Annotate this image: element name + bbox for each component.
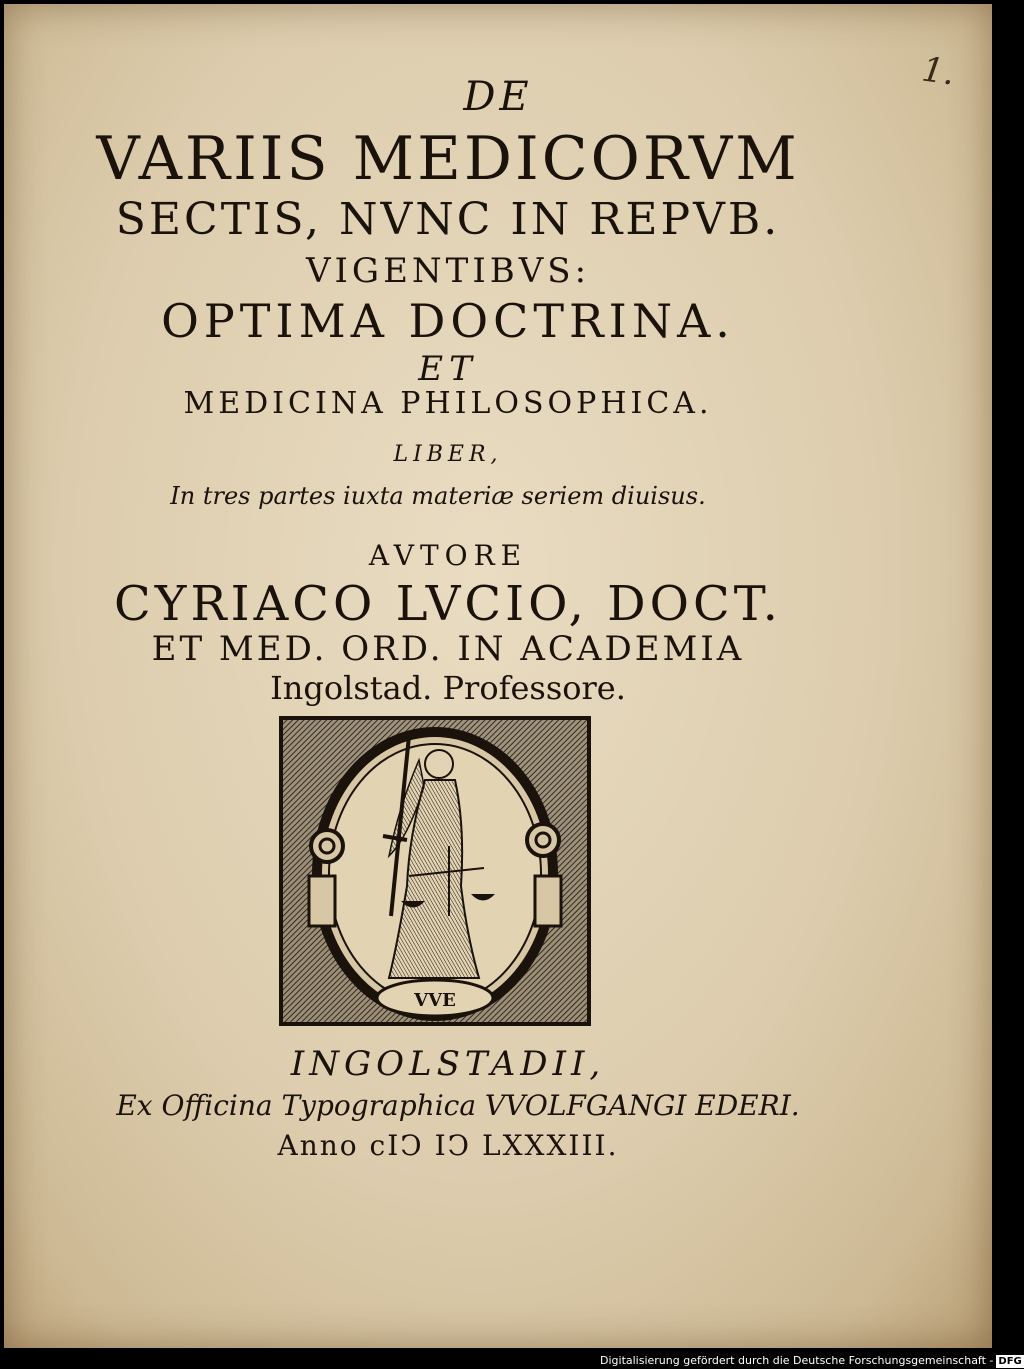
dfg-logo: DFG: [998, 1356, 1022, 1367]
title-line-sectis: SECTIS, NVNC IN REPVB.: [115, 194, 781, 245]
title-line-optima: OPTIMA DOCTRINA.: [161, 294, 735, 348]
author-name: CYRIACO LVCIO, DOCT.: [114, 576, 782, 632]
imprint-place: INGOLSTADII,: [290, 1044, 606, 1084]
credit-text: Digitalisierung gefördert durch die Deutsche Forschungsgemeinschaft -: [600, 1354, 994, 1367]
title-line-et: ET: [418, 349, 478, 389]
title-line-medicina: MEDICINA PHILOSOPHICA.: [183, 386, 713, 421]
woodcut-monogram: VVE: [414, 990, 456, 1011]
author-affiliation: Ingolstad. Professore.: [270, 669, 626, 707]
digitization-credit: [600, 1352, 1022, 1369]
title-line-variis: VARIIS MEDICORVM: [96, 124, 800, 194]
author-label: AVTORE: [368, 539, 528, 572]
title-line-de: DE: [463, 74, 533, 120]
title-line-vigentibus: VIGENTIBVS:: [305, 251, 591, 291]
author-position: ET MED. ORD. IN ACADEMIA: [151, 629, 745, 669]
imprint-printer: Ex Officina Typographica VVOLFGANGI EDERI.: [116, 1089, 800, 1122]
folio-mark: 1.: [919, 49, 958, 94]
title-line-liber: LIBER,: [393, 442, 503, 467]
imprint-year: Anno cIↃ IↃ LXXXIII.: [277, 1129, 619, 1162]
printer-device-woodcut: [279, 716, 591, 1026]
title-page: [4, 4, 992, 1348]
subtitle-partes: In tres partes iuxta materiæ seriem diuisus.: [170, 482, 706, 510]
